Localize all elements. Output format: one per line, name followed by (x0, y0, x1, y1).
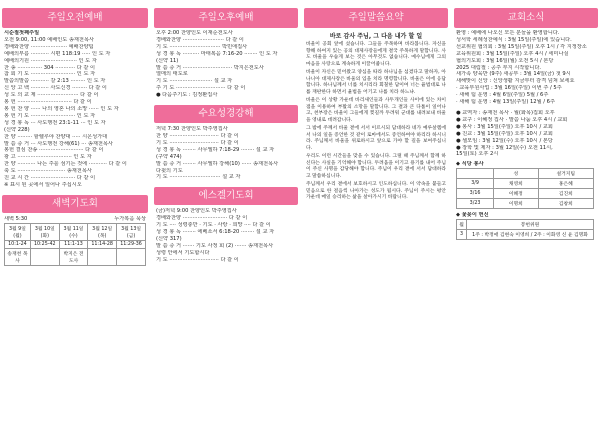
table-cell: 3월 12일(목) (88, 223, 117, 240)
order-line: 말 씀 증 거 ··· 사도행전 강해(61) ··· 송재천목사 (4, 140, 113, 147)
sunday-morning-column (0, 0, 150, 266)
dawn-time: 새벽 5:30 (4, 215, 28, 222)
table-cell: 3월 10일(화) (30, 223, 59, 240)
order-line: 경배와찬양 ··························· 다 같 이 (156, 215, 248, 222)
order-line: 성 경 봉 독 ········ 에베소서 6:18-20 ········ 설 교 자 (156, 229, 275, 236)
order-line: ● 다음주기도 : 김정환집사 (156, 92, 218, 99)
dawn-table (4, 223, 146, 266)
church-news-column (452, 0, 600, 240)
news-item: · 교육부원사업 : 3월 16일(주일) 이번 주 / 5주 (456, 85, 562, 92)
order-line: 말씀의말씀 ··········· 갈 2:13 ········· 인 도 자 (4, 78, 106, 85)
table-cell: 3월 11일(수) (59, 223, 87, 240)
table-row (457, 189, 594, 199)
sermon-title: 바로 감사 주님, 그 다음 내가 할 일 (329, 33, 423, 40)
table-cell: 박지은 전도사 (59, 248, 87, 265)
order-line: ※ 표시 된 곳에서 일어나 주십시오 (4, 181, 82, 188)
order-line: (금)저녁 9:00 찬양인도 박주영집사 (156, 208, 237, 215)
news-item: 성서학 세례성찬예식 : 3월 15일(주일)에 있습니다. (456, 36, 572, 43)
prayer-item: ● 봉사 : 3월 15일(주일) 오후 10시 / 교회 (456, 123, 553, 130)
order-line: 기 도 ······························· 설 교 자 (156, 174, 241, 181)
ezekiel-order (152, 208, 300, 263)
prayer-item: ● 셀모임 : 3월 12일(수) 오후 10시 / 본당 (456, 137, 553, 144)
prayer-item: ● 친교 : 3월 15일(주일) 오후 10시 / 교회 (456, 130, 553, 137)
table-cell: 1주 : 박정애 김현숙 이영희 / 2주 : 이화영 신 윤 김명화 (467, 230, 594, 240)
sermon-body (302, 42, 450, 202)
order-line: 기 도 ······························ 다 같 이 (156, 139, 239, 146)
order-line: 경배와찬양 ······················ 예배찬양팀 (4, 43, 94, 50)
table-cell: 3/23 (457, 199, 494, 209)
sermon-paragraph: 주님께서 우리 곁에서 보호하시고 인도하십니다. 이 약속을 붙들고 믿음으로 한 걸음씩 나아가는 성도가 됩시다. 주님이 주시는 평안 가운데 매일 승리하는 삶을 살아가시기 바랍니다. (306, 182, 446, 200)
order-line: 봉 헌 ································· 다 같 이 (4, 99, 92, 106)
news-item: · 새해 팀 운영 : 4월 13일(주일) 12월 / 6주 (456, 99, 555, 106)
order-line: 찬 양 ········· 할렐루야 찬양대 ····· 시온성가대 (4, 133, 108, 140)
table-cell: 11:29-36 (117, 240, 146, 248)
order-line: 기 도 ······························· 박민애집사 (156, 43, 248, 50)
sermon-summary-header: 주일말씀요약 (304, 8, 448, 28)
order-line: 성 경 봉 독 ··· 사도행전 23:1-11 ··· 인 도 자 (4, 119, 106, 126)
table-row (457, 179, 594, 189)
order-line: (신약 228) (4, 126, 30, 133)
order-line: 말 씀 증 거 ······· 기도 사정 회 (2) ······· 송재천목사 (156, 242, 274, 249)
news-item: 선교위원 협의회 : 3월 15일(주일) 오후 1시 / 각 지정장소 (456, 43, 587, 50)
sunday-afternoon-header: 주일오후예배 (154, 8, 298, 28)
sunday-afternoon-order (152, 30, 300, 99)
sermon-paragraph: 바울이 자신은 믿어왔고 양심을 따라 하나님을 섬겼다고 말하자, 아나니아 대제사장은 바울의 입을 치라 명령합니다. 바울은 이에 응답합니다. 하나님께서 너를 치시리라 회칠한 담이여 너는 율법대로 나를 재판한다 하면서 율법을 어기고 나를 치라 하느냐. (306, 70, 446, 95)
prayer-list (452, 110, 600, 158)
order-line: 예배의부름 ··········· 시편 118:19 ····· 인 도 자 (4, 50, 111, 57)
table-cell: 김창희 (538, 199, 593, 209)
prayer-item: ● 장학 및 제자 : 3월 12일(수) 오전 11시, (456, 144, 553, 151)
serve-title: ◆ 식당 봉사 (456, 161, 484, 168)
table-cell: 송재천 목사 (5, 248, 31, 265)
prayer-item: ● 교역자 : 송재천 목사 · 월(화목)집회 오후 (456, 109, 555, 116)
order-line: 신 앙 고 백 ··········· 사도신경 ········· 다 같 이 (4, 85, 107, 92)
order-line: 기 도 ···· 성령충만 · 기도 · 사랑 · 희망 ···· 다 같 이 (156, 222, 271, 229)
order-line: 찬 송 ··············· 304 ············ 다 같 이 (4, 64, 96, 71)
table-cell: 3 (457, 230, 467, 240)
sunday-morning-header: 주일오전예배 (2, 8, 148, 28)
table-cell: 설거지팀 (538, 169, 593, 179)
dawn-prayer-header: 새벽기도회 (2, 195, 148, 213)
news-item: 새가족 양육반 (9주) 새공부 : 3월 14일(금) 첫 9시 (456, 71, 571, 78)
order-line: 다윗의 기도 (156, 167, 183, 174)
table-cell: 10:1-24 (5, 240, 31, 248)
sermon-paragraph: 바울이 공회 앞에 섰습니다. 그들을 주목하며 바라봅니다. 자신을 향해 하여지 있는 공의 대제사장들에게 결국 주목하게 말합니다. 사도 바울을 우습게 보는 것은 아무것도 없습니다. 예수님에게 그의 마음을 사랑으로 계속하게 이끌어줍니다. (306, 42, 446, 67)
sermon-paragraph: 바울은 이 상황 가운데 바리새인들과 사두개인들 사이에 있는 차이점을 이용하여 부활의 소망을 말합니다. 그 결과 큰 다툼이 일어나고, 천부장은 바울이 그들에게 찢길까 두려워 군대를 내려보내 바울을 영내로 데려갑니다. (306, 98, 446, 123)
ezekiel-header: 에스겔기도회 (154, 187, 298, 205)
table-cell: 3/16 (457, 189, 494, 199)
dawn-schedule (0, 216, 150, 223)
order-line: 예배의기원 ···························· 인 도 자 (4, 57, 97, 64)
news-item: 새해맞이 신앙 : 신앙생활 지금부터 감격 넘쳐 보세요 (456, 78, 575, 85)
news-item: 교육위원회 : 3월 15일(주일) 오후 4시 / 세미나실 (456, 50, 569, 57)
table-cell: 11:1-13 (59, 240, 87, 248)
sermon-paragraph: 우리도 이런 시간들을 맞을 수 있습니다. 그럴 때 주님께서 함께 하신다는 사실을 기억해야 합니다. 두려움을 이기고 용기를 내어 주님이 주신 사명을 감당해야 합니다. 주님이 우리 곁에 서서 담대하라고 말씀하십니다. (306, 154, 446, 179)
news-item: 환영 : 예배에 나오신 모든 분들을 환영합니다. (456, 30, 560, 36)
serve-table (456, 168, 594, 209)
table-cell: 월 (457, 220, 467, 230)
order-line: 열매의 태도로 (156, 71, 188, 78)
table-cell: 11:14-28 (88, 240, 117, 248)
table-cell: 3월 9일(월) (5, 223, 31, 240)
order-line: 기 도 ······························ 다 같 이 (156, 256, 239, 263)
order-line: 성 경 봉 독 ········ 사무엘하 7:18-29 ········ 설 교 자 (156, 146, 275, 153)
order-line: 말 씀 증 거 ······························ 박지은전도사 (156, 64, 264, 71)
order-line: 광 고 ································· 인 도 자 (4, 154, 92, 161)
order-line: 오후 2:00 찬양인도 이재순전도사 (156, 30, 233, 36)
order-line: (신약 11) (156, 57, 179, 64)
sunday-morning-order (0, 37, 150, 189)
table-cell: 김진희 (538, 189, 593, 199)
table-cell: 채영희 (494, 179, 538, 189)
table-cell: 성 (494, 169, 538, 179)
order-line: 봉헌 결심 찬송 ··························· 다 같 이 (4, 147, 104, 154)
order-line: 말 씀 증 거 ········ 사무엘하 강해(10) ······ 송재천목사 (156, 160, 279, 167)
order-line: 참 회 기 도 ··························· 인 도 자 (4, 71, 96, 78)
order-line: 주 기 도 ······························ 다 같 이 (156, 85, 246, 92)
table-cell: 이혜정 (494, 189, 538, 199)
sunday-morning-sub: 시순절첫째주일 (4, 30, 40, 36)
table-cell: 3월 13일(금) (117, 223, 146, 240)
order-line: 기 도 ·························· 설 교 자 (156, 78, 233, 85)
news-item: 협의기도회 : 3월 16일(월) 오전 5시 / 본당 (456, 57, 554, 64)
order-line: 찬 양 ······························ 다 같 이 (156, 132, 239, 139)
news-item: · 새해 팀 운영 : 4월 6일(주일) 5월 / 6주 (456, 92, 549, 99)
table-cell: 봉헌위원 (467, 220, 594, 230)
order-line: 봉 헌 찬 양 ······ 나의 영혼 나의 소망 ······ 인 도 자 (4, 105, 119, 112)
order-line: 오전 9:00, 11:00 예배인도 송재천목사 (4, 36, 94, 43)
order-line: 저녁 7:30 찬양인도 박주영집사 (156, 126, 228, 133)
table-cell (457, 169, 494, 179)
church-news-header: 교회소식 (454, 8, 598, 28)
order-line: 봉 헌 기 도 ··························· 인 도 자 (4, 112, 96, 119)
order-line: (구약 474) (156, 153, 182, 160)
table-row (457, 199, 594, 209)
prayer-item: 15일(토) 오후 2시 (456, 151, 499, 158)
order-line: 성 경 봉 독 ·········· 마태복음 7:16-20 ········ 인 도 자 (156, 50, 278, 57)
wednesday-order (152, 126, 300, 181)
news-item: 2025 대림절 : 공주 부지 시작합니다. (456, 64, 541, 71)
table-cell: 홍은혜 (538, 179, 593, 189)
news-list (452, 30, 600, 106)
order-line: 성령 안에서 기도합시다 (156, 249, 210, 256)
table-cell (88, 248, 117, 265)
order-line: 축 도 ····························· 송재천목사 (4, 168, 92, 175)
wednesday-header: 수요성경강해 (154, 105, 298, 123)
order-line: (신약 317) (156, 235, 182, 242)
table-cell (117, 248, 146, 265)
dawn-topic: 누가복음 묵상 (114, 215, 146, 222)
table-cell: 10:25-42 (30, 240, 59, 248)
order-line: 성 도 의 교 제 ························· 다 같 이 (4, 92, 99, 99)
flower-title: ◆ 꽃꽂이 헌신 (456, 212, 489, 219)
sermon-summary-column (302, 0, 450, 204)
order-line: 친 교 시 간 ··························· 다 같 이 (4, 175, 96, 182)
prayer-item: ● 교구 : 이혜정 집사 · 말씀 나눔 오후 4시 / 교회 (456, 116, 568, 123)
table-cell (30, 248, 59, 265)
table-cell: 이명희 (494, 199, 538, 209)
table-row (457, 230, 594, 240)
flower-table (456, 219, 594, 240)
order-line: 찬 양 ··········· 나는 주를 섬기는 것에 ··········· 다 같 이 (4, 161, 127, 168)
table-cell: 3/9 (457, 179, 494, 189)
order-line: 경배와찬양 ························· 다 같 이 (156, 36, 244, 43)
sermon-paragraph: 그 밤에 주께서 바울 곁에 서서 이르시되 담대하라 네가 예루살렘에서 나의 일을 증언한 것 같이 로마에서도 증언하여야 하리라 하시니라. 주님께서 바울을 위로하시고 앞으로 가야 할 길을 보여주십니다. (306, 126, 446, 151)
sunday-afternoon-column (152, 0, 300, 264)
